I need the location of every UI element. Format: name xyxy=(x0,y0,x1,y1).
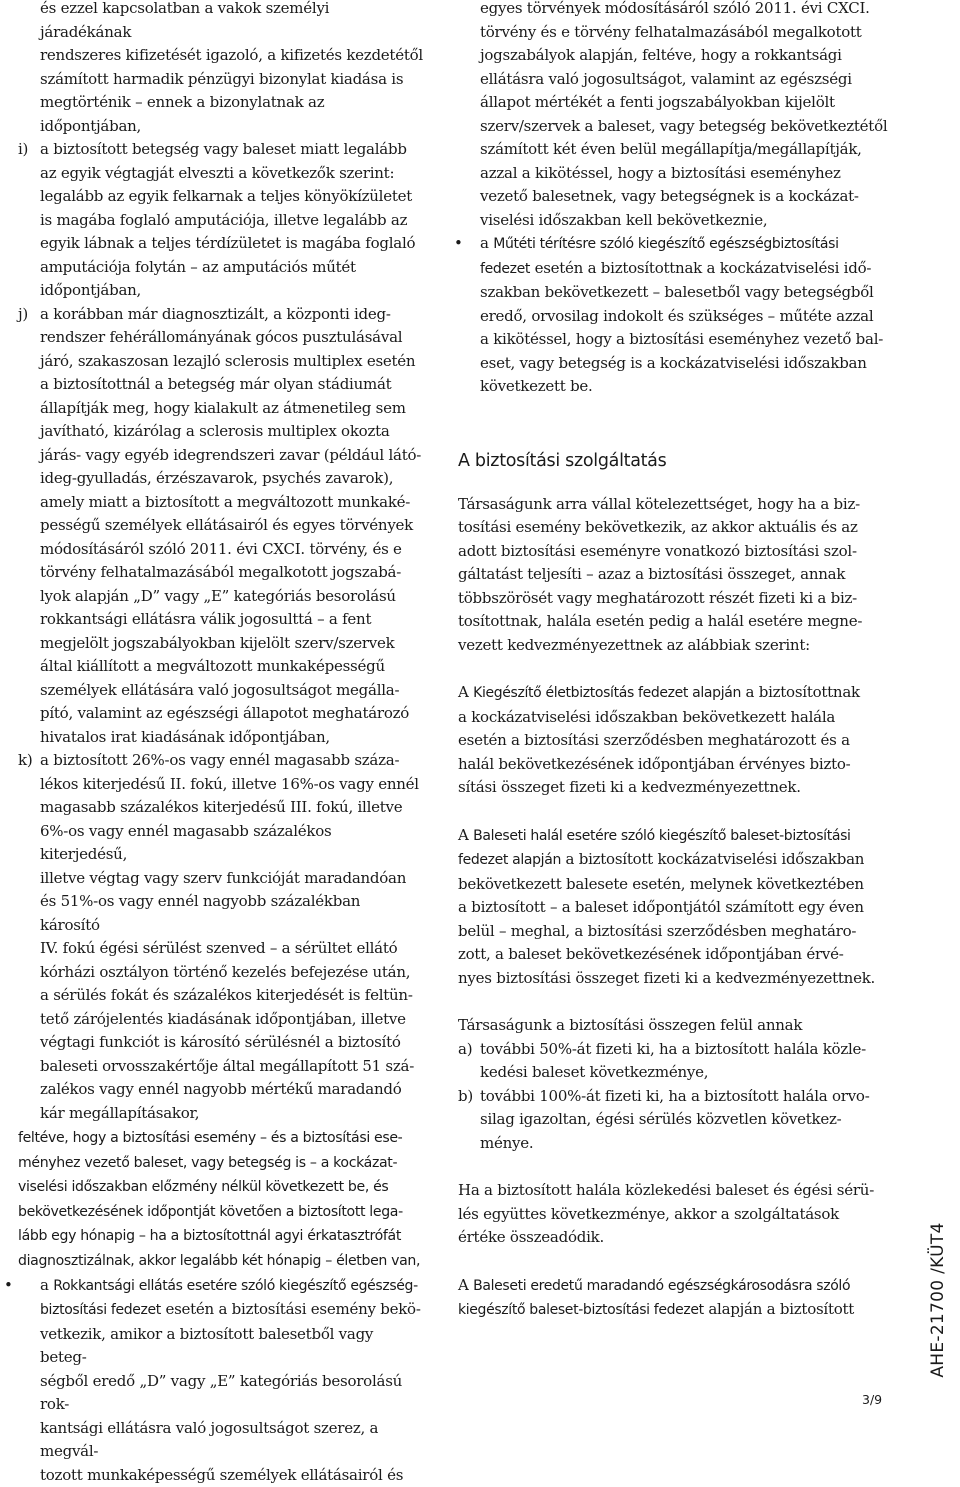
text-line: lés együttes következménye, akkor a szolgáltatások xyxy=(458,1204,840,1223)
text-line: vezető balesetnek, vagy betegségnek is a kockázat- xyxy=(480,187,859,205)
right-column xyxy=(454,0,888,1323)
text-line: esetén a biztosítási szerződésben meghatározott és a xyxy=(458,731,850,749)
bold-span: Kiegészítő életbiztosítás fedezet alapján xyxy=(473,685,741,701)
text-span: esetén a biztosítottnak a kockázatviselési idő- xyxy=(530,258,872,277)
text-line: végtagi funkciót is károsító sérülésnél a biztosító xyxy=(40,1033,401,1051)
text-line: az egyik végtagját elveszti a következők szerint: xyxy=(40,163,395,182)
text-line: IV. fokú égési sérülést szenved – a sérültet ellátó xyxy=(40,939,398,957)
text-line: következett be. xyxy=(480,377,593,395)
text-line: kár megállapításakor, xyxy=(40,1103,200,1122)
text-line: törvény felhatalmazásából megalkotott jogszabá- xyxy=(40,563,402,581)
text-span: a biztosított kockázatviselési időszakban xyxy=(560,850,865,868)
text-line: tosítottnak, halála esetén pedig a halál esetére megne- xyxy=(458,612,863,630)
text-line: is magába foglaló amputációja, illetve legalább az xyxy=(40,210,408,229)
bullet-mutet xyxy=(454,232,888,399)
text-line: vetkezik, amikor a biztosított balesetből vagy beteg- xyxy=(40,1324,374,1367)
text-line: értéke összeadódik. xyxy=(458,1228,604,1246)
text-line: zalékos vagy ennél nagyobb mértékű maradandó xyxy=(40,1080,402,1098)
text-line: adott biztosítási eseményre vonatkozó biztosítási szol- xyxy=(458,541,857,560)
text-line: bekövetkezett balesete esetén, melynek következtében xyxy=(458,874,864,893)
text-line xyxy=(458,681,888,706)
text-line: bekövetkezésének időpontját követően a biztosított lega- xyxy=(18,1203,403,1220)
text-line: eset, vagy betegség is a kockázatviselési időszakban xyxy=(480,353,867,372)
text-line: hivatalos irat kiadásának időpontjában, xyxy=(40,727,330,746)
text-line: eredő, orvosilag indokolt és szükséges – műtéte azzal xyxy=(480,306,874,325)
text-line: kantsági ellátásra való jogosultságot szerez, a megvál- xyxy=(40,1418,379,1461)
text-line: ideg-gyulladás, érzészavarok, psychés zavarok), xyxy=(40,469,394,487)
text-line: ségből eredő „D” vagy „E” kategóriás besorolású rok- xyxy=(40,1371,403,1414)
bold-span: fedezet alapján xyxy=(458,852,561,868)
text-line xyxy=(458,824,888,849)
life-insurance-paragraph xyxy=(458,681,888,800)
page-number: 3/9 xyxy=(862,1392,883,1407)
text-line: amputációja folytán – az amputációs műtét xyxy=(40,257,356,276)
text-line: a korábban már diagnosztizált, a központi ideg- xyxy=(40,304,391,323)
text-span: A xyxy=(458,1275,474,1294)
text-line: tosítási esemény bekövetkezik, az akkor aktuális és az xyxy=(458,518,858,536)
text-line: viselési időszakban előzmény nélkül következett be, és xyxy=(18,1179,389,1196)
list-label: b) xyxy=(458,1086,473,1105)
text-line: azzal a kikötéssel, hogy a biztosítási eseményhez xyxy=(480,163,841,182)
text-line xyxy=(40,1298,423,1323)
text-line: javítható, kizárólag a sclerosis multiplex okozta xyxy=(40,422,390,440)
text-line: járás- vagy egyéb idegrendszeri zavar (például látó- xyxy=(40,445,422,464)
bold-span: Műtéti térítésre szóló kiegészítő egészségbiztosítási xyxy=(493,236,839,252)
text-line: állapítják meg, hogy kialakult az átmenetileg sem xyxy=(40,398,406,417)
text-line: időpontjában, xyxy=(40,281,142,299)
list-item-i xyxy=(18,138,423,303)
text-line: rendszer fehérállományának gócos pusztulásával xyxy=(40,328,403,346)
text-line: zott, a baleset bekövetkezésének időpontjában érvé- xyxy=(458,945,844,963)
text-line: a biztosított betegség vagy baleset miatt legalább xyxy=(40,140,407,158)
text-line: jogszabályok alapján, feltéve, hogy a rokkantsági xyxy=(480,46,842,64)
text-line: ménye. xyxy=(480,1133,534,1152)
text-line: a sérülés fokát és százalékos kiterjedését is feltün- xyxy=(40,986,413,1004)
text-line: egyes törvények módosításáról szóló 2011. évi CXCI. xyxy=(480,0,870,17)
text-line: állapot mértékét a fenti jogszabályokban kijelölt xyxy=(480,93,835,111)
section-title: A biztosítási szolgáltatás xyxy=(458,450,667,471)
text-span: A xyxy=(458,825,474,844)
text-line: a kikötéssel, hogy a biztosítási eseményhez vezető bal- xyxy=(480,330,884,348)
bold-span: Baleseti halál esetére szóló kiegészítő baleset-biztosítási xyxy=(473,827,851,844)
bold-span: Rokkantsági ellátás esetére szóló kiegészítő egészség- xyxy=(53,1277,418,1294)
bullet-rokkantsagi xyxy=(4,1274,423,1487)
text-line: a biztosított – a baleset időpontjától számított egy éven xyxy=(458,898,864,916)
text-line: rokkantsági ellátásra válik jogosulttá – a fent xyxy=(40,610,372,628)
extra-benefit-paragraph xyxy=(458,1014,888,1155)
bullet-icon: • xyxy=(4,1275,13,1294)
text-line: magasabb százalékos kiterjedésű III. fokú, illetve xyxy=(40,798,403,816)
list-item-a xyxy=(458,1038,888,1085)
text-line: amely miatt a biztosított a megváltozott munkaké- xyxy=(40,492,411,511)
list-label: a) xyxy=(458,1039,473,1058)
text-line: Társaságunk a biztosítási összegen felül annak xyxy=(458,1016,803,1034)
text-line: pességű személyek ellátásairól és egyes törvények xyxy=(40,516,414,534)
text-line: legalább az egyik felkarnak a teljes könyökízületet xyxy=(40,187,413,205)
text-line: és ezzel kapcsolatban a vakok személyi járadékának xyxy=(40,0,330,41)
bold-span: biztosítási fedezet xyxy=(40,1302,161,1319)
text-line xyxy=(458,848,888,873)
combined-paragraph xyxy=(458,1179,888,1250)
bullet-icon: • xyxy=(454,234,463,252)
text-line xyxy=(458,1274,888,1299)
text-line: Ha a biztosított halála közlekedési baleset és égési sérü- xyxy=(458,1181,875,1199)
side-code-text: AHE-21700 /KÜT4 xyxy=(928,1222,948,1378)
text-line: lább egy hónapig – ha a biztosítottnál agyi érkatasztrófát xyxy=(18,1228,401,1245)
text-line: nyes biztosítási összeget fizeti ki a kedvezményezettnek. xyxy=(458,968,876,987)
text-line: kórházi osztályon történő kezelés befejezése után, xyxy=(40,962,411,981)
text-line xyxy=(480,257,888,282)
text-line xyxy=(480,232,888,257)
text-line: baleseti orvosszakértője által megállapított 51 szá- xyxy=(40,1056,415,1075)
text-line: módosításáról szóló 2011. évi CXCI. törvény, és e xyxy=(40,539,402,558)
text-line: és 51%-os vagy ennél nagyobb százalékban károsító xyxy=(40,892,361,934)
text-line: 6%-os vagy ennél magasabb százalékos kiterjedésű, xyxy=(40,821,332,863)
bold-span: Baleseti eredetű maradandó egészségkárosodásra szóló xyxy=(473,1277,851,1294)
text-span: esetén a biztosítási esemény bekö- xyxy=(160,1300,421,1319)
text-line: halál bekövetkezésének időpontjában érvényes bizto- xyxy=(458,754,851,773)
text-line: pító, valamint az egészségi állapotot meghatározó xyxy=(40,704,410,722)
text-line: többszörösét vagy meghatározott részét fizeti ki a biz- xyxy=(458,588,857,607)
text-line: viselési időszakban kell bekövetkeznie, xyxy=(480,210,768,229)
text-line: gáltatást teljesíti – azaz a biztosítási összeget, annak xyxy=(458,565,846,583)
text-line xyxy=(40,1274,423,1299)
text-line: járó, szakaszosan lezajló sclerosis multiplex esetén xyxy=(40,351,416,370)
continuation-paragraph xyxy=(458,0,888,232)
text-line: egyik lábnak a teljes térdízületet is magába foglaló xyxy=(40,234,416,252)
service-intro-paragraph xyxy=(458,493,888,658)
list-label: i) xyxy=(18,140,29,158)
text-span: A xyxy=(458,683,474,701)
text-line: rendszeres kifizetését igazoló, a kifizetés kezdetétől xyxy=(40,46,423,64)
text-line: a biztosítottnál a betegség már olyan stádiumát xyxy=(40,375,392,393)
text-line: ményhez vezető baleset, vagy betegség is – a kockázat- xyxy=(18,1154,398,1171)
permanent-damage-paragraph xyxy=(458,1274,888,1323)
text-line: lékos kiterjedésű II. fokú, illetve 16%-os vagy ennél xyxy=(40,774,419,793)
text-span: a biztosítottnak xyxy=(740,683,860,701)
text-line: sítási összeget fizeti ki a kedvezményezettnek. xyxy=(458,778,801,796)
list-item-b xyxy=(458,1085,888,1156)
text-span: a xyxy=(480,234,494,252)
text-line: törvény és e törvény felhatalmazásából megalkotott xyxy=(480,22,862,41)
text-line: a biztosított 26%-os vagy ennél magasabb száza- xyxy=(40,751,400,769)
text-span: alapján a biztosított xyxy=(703,1300,855,1318)
text-span: a xyxy=(40,1275,54,1294)
text-line: számított két éven belül megállapítja/megállapítják, xyxy=(480,140,862,158)
condition-paragraph xyxy=(18,1126,423,1274)
text-line: ellátásra való jogosultságot, valamint az egészségi xyxy=(480,69,852,88)
text-line: tető zárójelentés kiadásának időpontjában, illetve xyxy=(40,1009,406,1028)
list-label: j) xyxy=(18,304,29,323)
text-line: lyok alapján „D” vagy „E” kategóriás besorolású xyxy=(40,586,396,605)
text-line: szerv/szervek a baleset, vagy betegség bekövetkeztétől xyxy=(480,116,888,135)
text-line: számított harmadik pénzügyi bizonylat kiadása is xyxy=(40,69,404,88)
text-line: tozott munkaképességű személyek ellátásairól és xyxy=(40,1465,404,1484)
text-line: további 100%-át fizeti ki, ha a biztosított halála orvo- xyxy=(480,1086,870,1105)
text-line: a kockázatviselési időszakban bekövetkezett halála xyxy=(458,707,836,726)
text-line: megtörténik – ennek a bizonylatnak az időpontjában, xyxy=(40,93,325,135)
text-line: illetve végtag vagy szerv funkcióját maradandóan xyxy=(40,868,407,887)
text-line: megjelölt jogszabályokban kijelölt szerv/szervek xyxy=(40,633,395,652)
list-item-j xyxy=(18,303,423,750)
list-item-k xyxy=(18,749,423,1125)
left-column xyxy=(4,0,423,1487)
text-line: további 50%-át fizeti ki, ha a biztosított halála közle- xyxy=(480,1039,866,1058)
text-line: silag igazoltan, égési sérülés közvetlen következ- xyxy=(480,1110,842,1128)
text-line: által kiállított a megváltozott munkaképességű xyxy=(40,657,385,675)
text-line: szakban bekövetkezett – balesetből vagy betegségből xyxy=(480,283,874,301)
list-label: k) xyxy=(18,751,33,769)
text-line: diagnosztizálnak, akkor legalább két hónapig – életben van, xyxy=(18,1252,421,1269)
text-line: feltéve, hogy a biztosítási esemény – és a biztosítási ese- xyxy=(18,1130,403,1146)
text-line: belül – meghal, a biztosítási szerződésben meghatáro- xyxy=(458,921,857,940)
accidental-death-paragraph xyxy=(458,824,888,991)
side-code xyxy=(918,1222,958,1378)
intro-paragraph xyxy=(18,0,423,138)
text-line: kedési baleset következménye, xyxy=(480,1063,709,1081)
text-line xyxy=(458,1298,888,1323)
bold-span: kiegészítő baleset-biztosítási fedezet xyxy=(458,1302,704,1318)
text-line: vezett kedvezményezettnek az alábbiak szerint: xyxy=(458,635,810,654)
text-line: Társaságunk arra vállal kötelezettséget, hogy ha a biz- xyxy=(458,494,860,513)
text-line: személyek ellátására való jogosultságot megálla- xyxy=(40,680,400,699)
bold-span: fedezet xyxy=(480,260,531,277)
